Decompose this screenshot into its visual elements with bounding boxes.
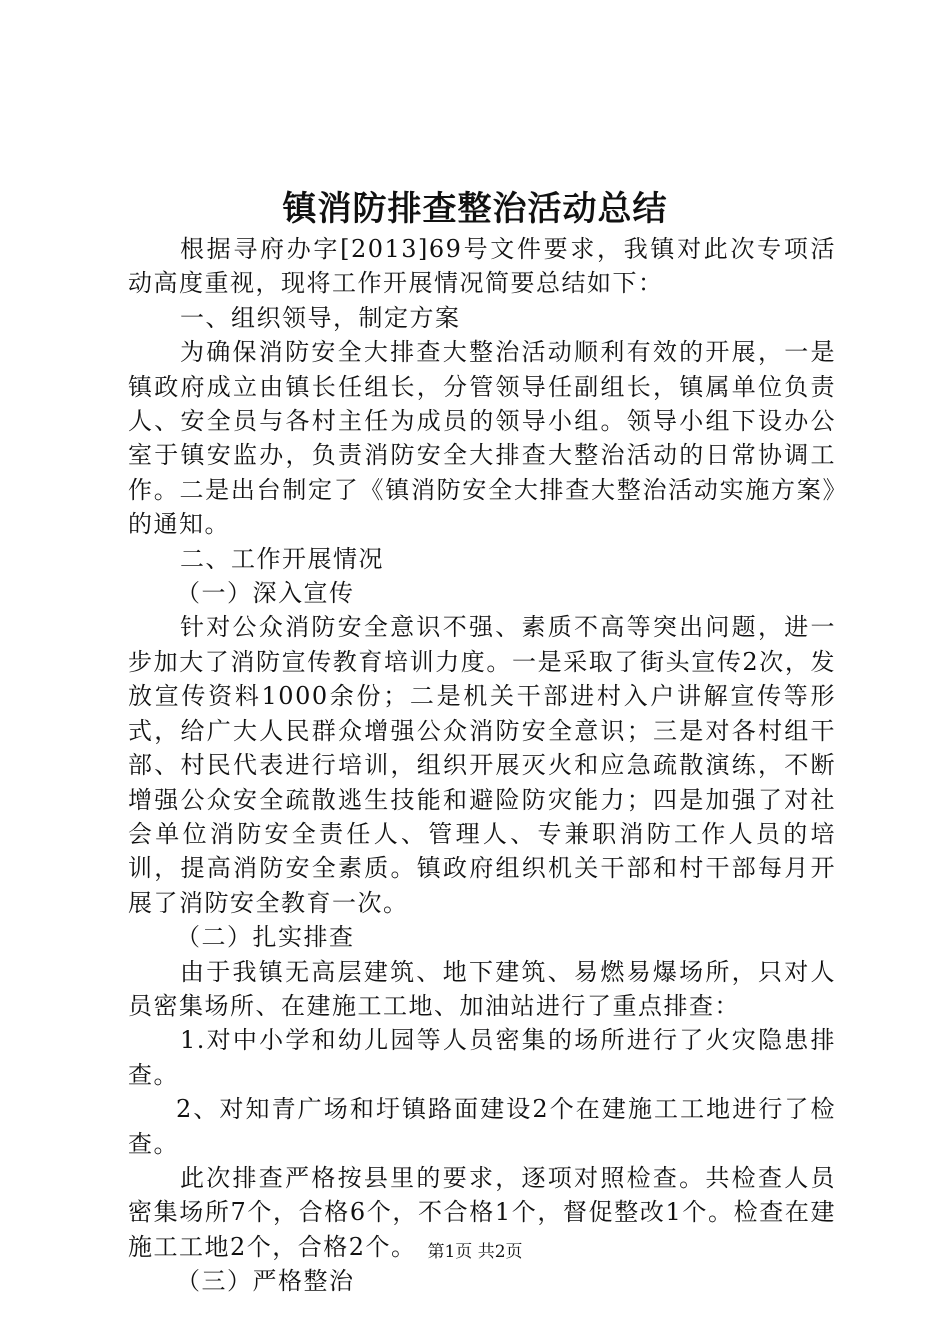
subheading-publicity: （一）深入宣传 xyxy=(176,579,355,608)
paragraph-intro: 根据寻府办字[2013]69号文件要求，我镇对此次专项活动高度重视，现将工作开展情况简要总结如下： xyxy=(128,235,836,298)
list-item-2: 2、对知青广场和圩镇路面建设2个在建施工工地进行了检查。 xyxy=(128,1095,836,1158)
subheading-inspection: （二）扎实排查 xyxy=(176,923,355,952)
page-footer: 第1页 共2页 xyxy=(427,1242,523,1262)
list-item-1: 1.对中小学和幼儿园等人员密集的场所进行了火灾隐患排查。 xyxy=(128,1026,836,1089)
heading-section-1: 一、组织领导，制定方案 xyxy=(180,303,461,332)
heading-section-2: 二、工作开展情况 xyxy=(180,544,384,573)
subheading-rectification: （三）严格整治 xyxy=(176,1267,355,1296)
document-body xyxy=(128,232,836,1299)
paragraph-results: 此次排查严格按县里的要求，逐项对照检查。共检查人员密集场所7个，合格6个，不合格1个，督促整改1个。检查在建施工工地2个，合格2个。 xyxy=(128,1163,836,1261)
paragraph-organization: 为确保消防安全大排查大整治活动顺利有效的开展，一是镇政府成立由镇长任组长，分管领导任副组长，镇属单位负责人、安全员与各村主任为成员的领导小组。领导小组下设办公室于镇安监办，负责消防安全大排查大整治活动的日常协调工作。二是出台制定了《镇消防安全大排查大整治活动实施方案》的通知。 xyxy=(128,338,836,539)
paragraph-publicity: 针对公众消防安全意识不强、素质不高等突出问题，进一步加大了消防宣传教育培训力度。一是采取了街头宣传2次，发放宣传资料1000余份；二是机关干部进村入户讲解宣传等形式，给广大人民群众增强公众消防安全意识；三是对各村组干部、村民代表进行培训，组织开展灭火和应急疏散演练，不断增强公众安全疏散逃生技能和避险防灾能力；四是加强了对社会单位消防安全责任人、管理人、专兼职消防工作人员的培训，提高消防安全素质。镇政府组织机关干部和村干部每月开展了消防安全教育一次。 xyxy=(128,613,836,917)
paragraph-inspection: 由于我镇无高层建筑、地下建筑、易燃易爆场所，只对人员密集场所、在建施工工地、加油站进行了重点排查： xyxy=(128,957,836,1020)
document-title: 镇消防排查整治活动总结 xyxy=(282,189,668,229)
